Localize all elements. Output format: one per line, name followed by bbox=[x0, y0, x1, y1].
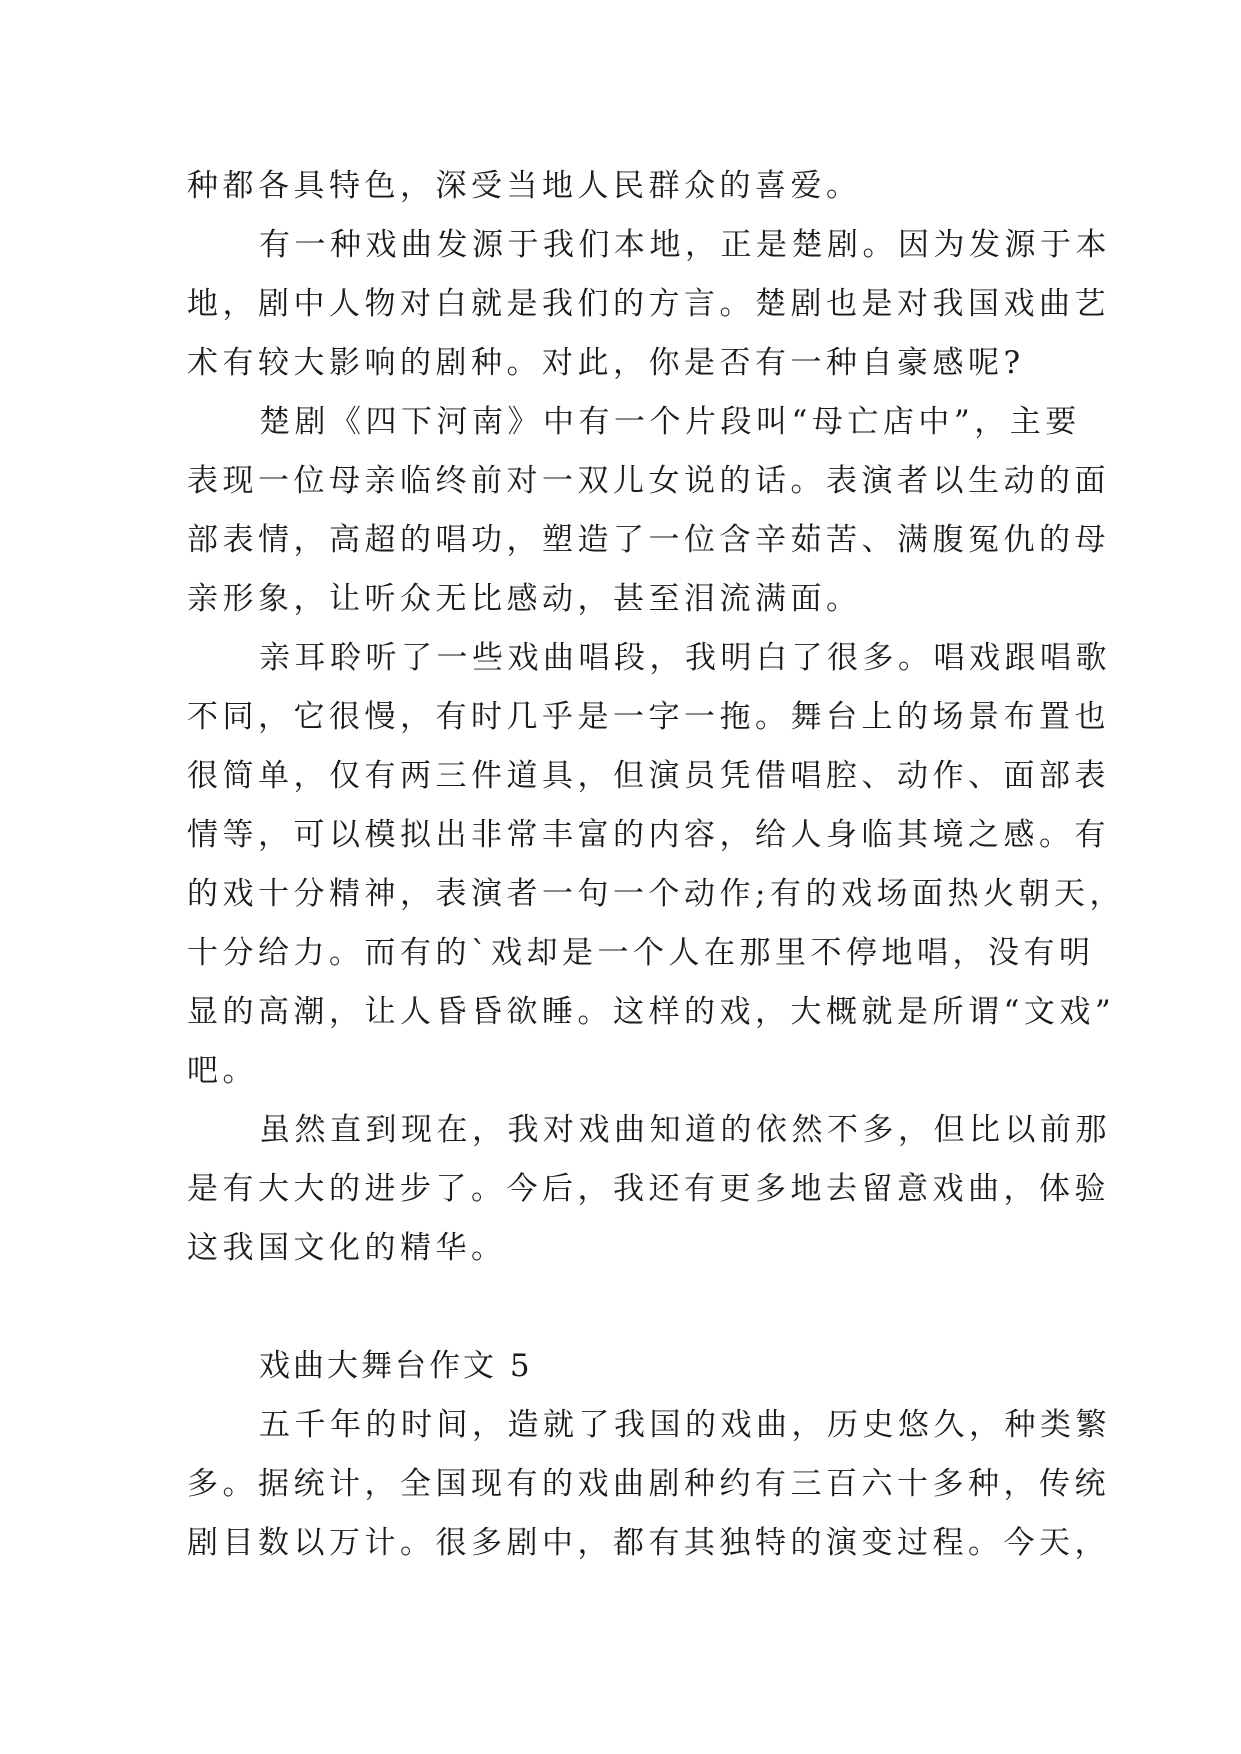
text-line: 地，剧中人物对白就是我们的方言。楚剧也是对我国戏曲艺 bbox=[187, 286, 1110, 322]
text-line: 是有大大的进步了。今后，我还有更多地去留意戏曲，体验 bbox=[187, 1171, 1110, 1207]
blank-line bbox=[187, 1278, 1055, 1337]
text-line: 多。据统计，全国现有的戏曲剧种约有三百六十多种，传统 bbox=[187, 1466, 1110, 1502]
text-line: 十分给力。而有的`戏却是一个人在那里不停地唱，没有明 bbox=[187, 935, 1095, 971]
paragraph-first-line: 五千年的时间，造就了我国的戏曲，历史悠久，种类繁 bbox=[259, 1407, 1111, 1443]
text-line: 部表情，高超的唱功，塑造了一位含辛茹苦、满腹冤仇的母 bbox=[187, 522, 1110, 558]
paragraph-first-line: 亲耳聆听了一些戏曲唱段，我明白了很多。唱戏跟唱歌 bbox=[259, 640, 1111, 676]
text-line: 表现一位母亲临终前对一双儿女说的话。表演者以生动的面 bbox=[187, 463, 1110, 499]
section-heading: 戏曲大舞台作文 5 bbox=[259, 1348, 533, 1384]
body-text bbox=[187, 157, 1125, 1573]
text-line: 这我国文化的精华。 bbox=[187, 1230, 507, 1266]
paragraph-first-line: 楚剧《四下河南》中有一个片段叫“母亡店中”，主要 bbox=[259, 404, 1081, 440]
text-line: 吧。 bbox=[187, 1053, 258, 1089]
text-line: 剧目数以万计。很多剧中，都有其独特的演变过程。今天， bbox=[187, 1525, 1110, 1561]
text-line: 亲形象，让听众无比感动，甚至泪流满面。 bbox=[187, 581, 862, 617]
text-line: 术有较大影响的剧种。对此，你是否有一种自豪感呢? bbox=[187, 345, 1025, 381]
text-line: 情等，可以模拟出非常丰富的内容，给人身临其境之感。有 bbox=[187, 817, 1110, 853]
text-line: 很简单，仅有两三件道具，但演员凭借唱腔、动作、面部表 bbox=[187, 758, 1110, 794]
text-line: 的戏十分精神，表演者一句一个动作;有的戏场面热火朝天， bbox=[187, 876, 1125, 912]
text-line: 不同，它很慢，有时几乎是一字一拖。舞台上的场景布置也 bbox=[187, 699, 1110, 735]
text-line: 显的高潮，让人昏昏欲睡。这样的戏，大概就是所谓“文戏” bbox=[187, 994, 1116, 1030]
paragraph-first-line: 虽然直到现在，我对戏曲知道的依然不多，但比以前那 bbox=[259, 1112, 1111, 1148]
paragraph-first-line: 有一种戏曲发源于我们本地，正是楚剧。因为发源于本 bbox=[259, 227, 1111, 263]
text-line: 种都各具特色，深受当地人民群众的喜爱。 bbox=[187, 168, 862, 204]
